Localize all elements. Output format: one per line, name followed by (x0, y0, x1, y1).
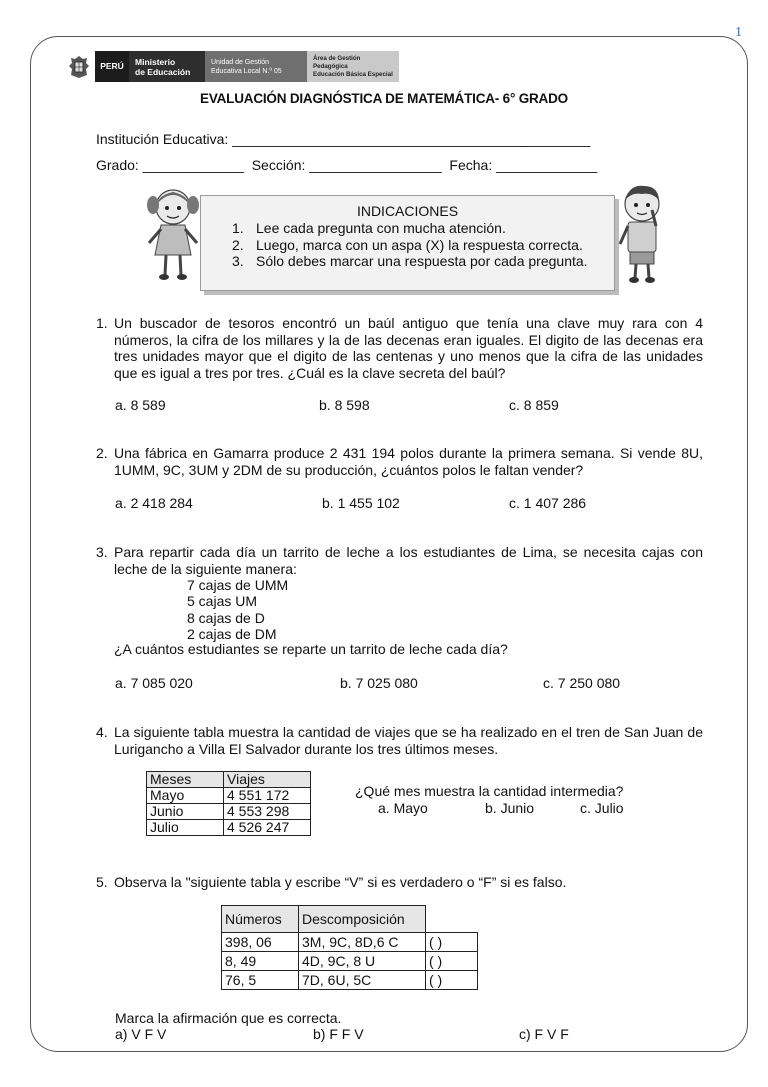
q5-option-b[interactable]: b) F F V (313, 1026, 364, 1042)
q3-option-c[interactable]: c. 7 250 080 (543, 675, 621, 691)
table-row (222, 933, 478, 952)
question-text: Para repartir cada día un tarrito de leche a los estudiantes de Lima, se necesita cajas con leche de la siguiente manera: (114, 544, 703, 577)
table-cell: 4D, 9C, 8 U (299, 952, 426, 971)
question-3 (96, 544, 703, 577)
q5-option-c[interactable]: c) F V F (519, 1026, 569, 1042)
q3-list-item: 8 cajas de D (187, 610, 265, 626)
q5-question: Marca la afirmación que es correcta. (115, 1010, 342, 1026)
table-cell: 8, 49 (222, 952, 299, 971)
travel-table (146, 771, 311, 836)
q4-option-b[interactable]: b. Junio (485, 800, 535, 816)
table-header-row (147, 772, 311, 788)
question-text: Una fábrica en Gamarra produce 2 431 194 polos durante la primera semana. Si vende 8U, 1UMM, 9C, 3UM y 2DM de su producción, ¿cuántos polos le faltan vender? (114, 445, 703, 478)
indication-item: 1. Lee cada pregunta con mucha atención. (232, 220, 506, 236)
question-number: 3. (96, 544, 108, 560)
q3-list-item: 5 cajas UM (187, 593, 258, 609)
table-cell: 76, 5 (222, 971, 299, 990)
question-text: Observa la "siguiente tabla y escribe “V” si es verdadero o “F” si es falso. (114, 874, 567, 890)
area-label: Área de Gestión Pedagógica Educación Básica Especial (307, 51, 399, 82)
question-number: 1. (96, 315, 108, 331)
table-row (147, 820, 311, 836)
peru-label: PERÚ (95, 51, 129, 82)
indications-title: INDICACIONES (356, 203, 459, 219)
header-banner (63, 51, 399, 82)
q4-option-c[interactable]: c. Julio (580, 800, 624, 816)
answer-box[interactable]: ( ) (426, 971, 478, 990)
q1-option-b[interactable]: b. 8 598 (319, 397, 370, 413)
q2-option-c[interactable]: c. 1 407 286 (509, 495, 587, 511)
q3-option-b[interactable]: b. 7 025 080 (340, 675, 418, 691)
table-header: Números (222, 906, 299, 933)
answer-box[interactable]: ( ) (426, 933, 478, 952)
table-cell: 3M, 9C, 8D,6 C (299, 933, 426, 952)
q2-option-b[interactable]: b. 1 455 102 (322, 495, 400, 511)
q3-list-item: 2 cajas de DM (187, 626, 277, 642)
answer-box[interactable]: ( ) (426, 952, 478, 971)
q3-question: ¿A cuántos estudiantes se reparte un tarrito de leche cada día? (114, 641, 508, 657)
table-row (147, 804, 311, 820)
table-cell: 4 526 247 (224, 820, 311, 836)
question-2 (96, 445, 703, 478)
q4-question: ¿Qué mes muestra la cantidad intermedia? (355, 783, 624, 799)
table-row (147, 788, 311, 804)
question-number: 4. (96, 724, 108, 740)
question-number: 5. (96, 874, 108, 890)
table-cell: 398, 06 (222, 933, 299, 952)
q1-option-a[interactable]: a. 8 589 (115, 397, 166, 413)
table-header: Descomposición (299, 906, 426, 933)
question-text: Un buscador de tesoros encontró un baúl antiguo que tenía una clave muy rara con 4 números, la cifra de los millares y la de las decenas eran iguales. El digito de las decenas era tres unidades mayor que el digito de las centenas y uno menos que la cifra de las unidades que es igual a tres por tres. ¿Cuál es la clave secreta del baúl? (114, 315, 703, 381)
boy-illustration (612, 180, 672, 286)
table-row (222, 952, 478, 971)
question-5 (96, 874, 703, 891)
page-title: EVALUACIÓN DIAGNÓSTICA DE MATEMÁTICA- 6° GRADO (200, 91, 568, 106)
page-number: 1 (735, 25, 742, 40)
girl-illustration (143, 183, 203, 283)
table-header-row (222, 906, 478, 933)
q5-option-a[interactable]: a) V F V (115, 1026, 167, 1042)
table-cell: Julio (147, 820, 224, 836)
table-header: Meses (147, 772, 224, 788)
peru-seal-icon (63, 51, 95, 82)
indication-item: 2. Luego, marca con un aspa (X) la respuesta correcta. (232, 237, 583, 253)
ministry-label: Ministerio de Educación (129, 51, 205, 82)
question-number: 2. (96, 445, 108, 461)
table-cell: 7D, 6U, 5C (299, 971, 426, 990)
grado-seccion-fecha-field[interactable]: Grado: _____________ Sección: _________________ Fecha: _____________ (96, 157, 598, 173)
q3-list-item: 7 cajas de UMM (187, 577, 289, 593)
institucion-field[interactable]: Institución Educativa: ______________________________________________ (96, 131, 591, 147)
table-cell: Junio (147, 804, 224, 820)
decomposition-table (221, 905, 478, 990)
table-cell: 4 551 172 (224, 788, 311, 804)
q4-option-a[interactable]: a. Mayo (378, 800, 428, 816)
ugel-label: Unidad de Gestión Educativa Local N.º 05 (205, 51, 307, 82)
table-cell: 4 553 298 (224, 804, 311, 820)
question-4 (96, 724, 703, 757)
q1-option-c[interactable]: c. 8 859 (509, 397, 559, 413)
question-1 (96, 315, 703, 381)
indication-item: 3. Sólo debes marcar una respuesta por cada pregunta. (232, 253, 588, 269)
table-row (222, 971, 478, 990)
q2-option-a[interactable]: a. 2 418 284 (115, 495, 193, 511)
question-text: La siguiente tabla muestra la cantidad de viajes que se ha realizado en el tren de San Juan de Lurigancho a Villa El Salvador durante los tres últimos meses. (114, 724, 703, 757)
q3-option-a[interactable]: a. 7 085 020 (115, 675, 193, 691)
table-cell: Mayo (147, 788, 224, 804)
table-header: Viajes (224, 772, 311, 788)
